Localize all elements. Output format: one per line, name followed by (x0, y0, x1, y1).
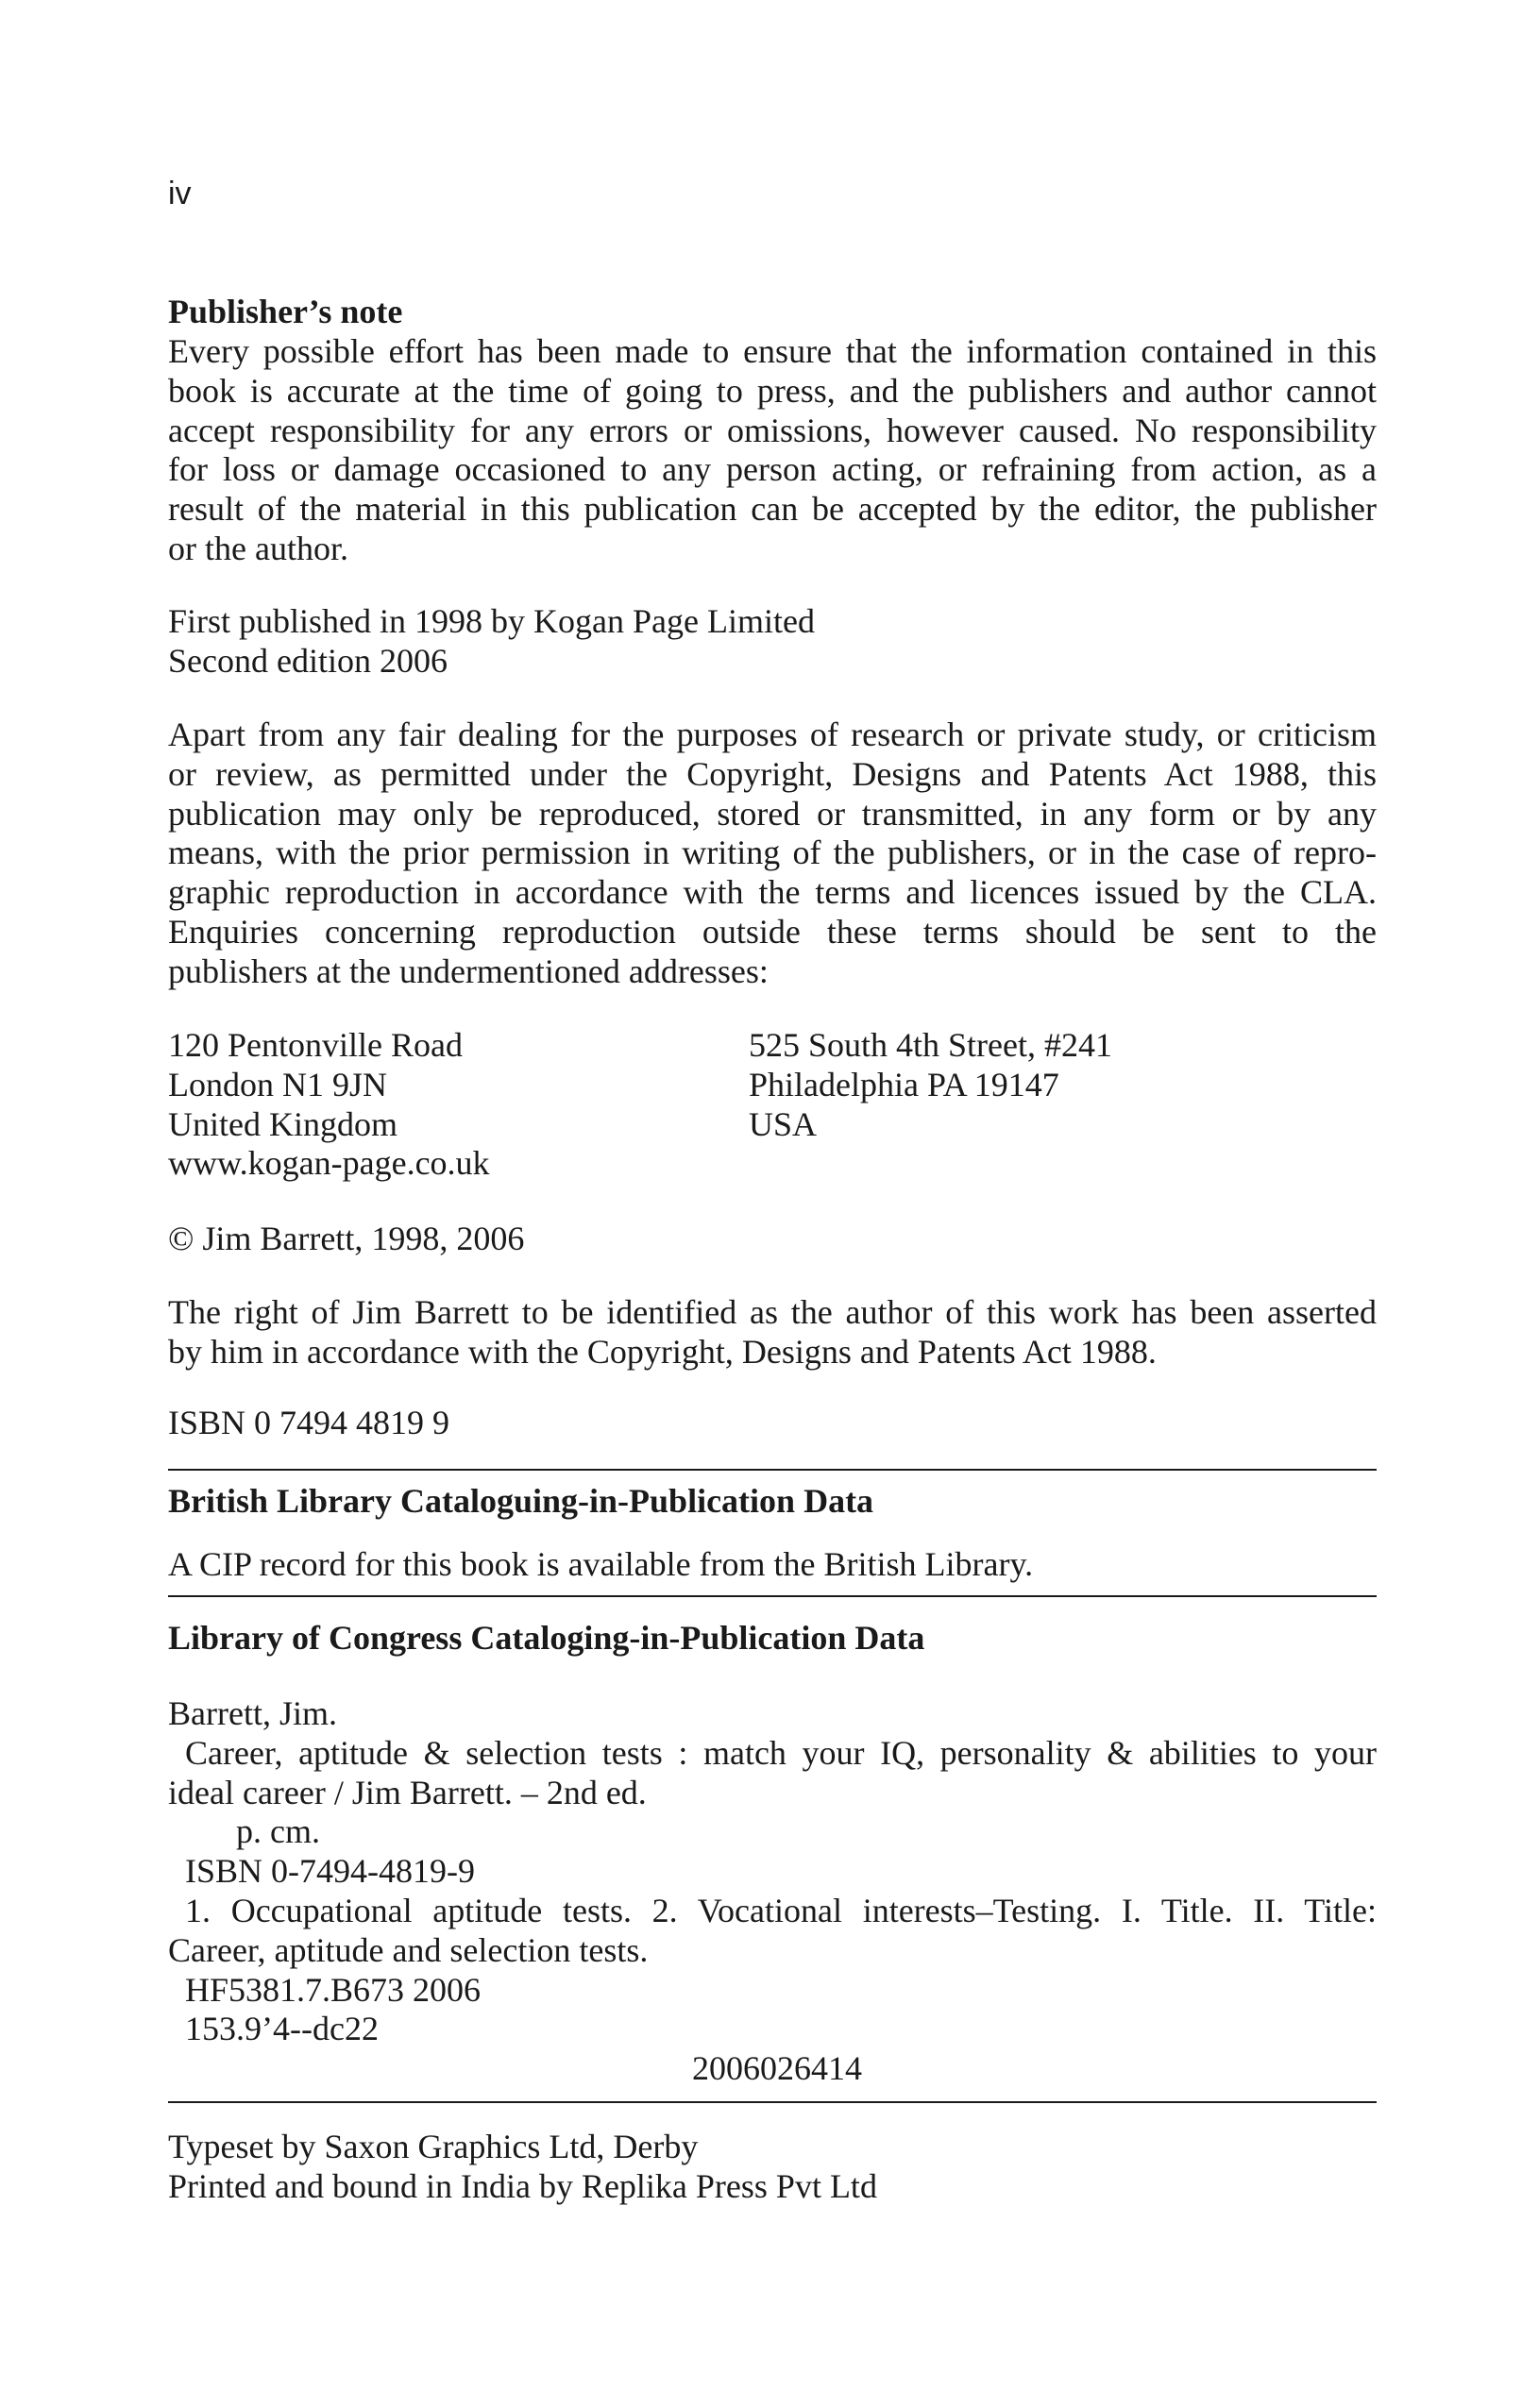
typeset-credit: Typeset by Saxon Graphics Ltd, Derby (168, 2128, 699, 2165)
british-library-heading: British Library Cataloguing-in-Publication Data (168, 1482, 874, 1520)
loc-dewey: 153.9’4--dc22 (185, 2010, 379, 2048)
loc-subjects-line: Career, aptitude and selection tests. (168, 1930, 649, 1969)
loc-author: Barrett, Jim. (168, 1694, 337, 1732)
loc-isbn: ISBN 0-7494-4819-9 (185, 1852, 475, 1891)
page-number: iv (168, 176, 192, 211)
publishers-note-line: or the author. (168, 529, 348, 567)
moral-rights (168, 1293, 1377, 1372)
rights-line: publishers at the undermentioned addresses: (168, 951, 769, 990)
address-line: Philadelphia PA 19147 (749, 1065, 1059, 1103)
publishers-note-line: accept responsibility for any errors or omissions, however caused. No responsibility (168, 411, 1377, 449)
colophon (168, 2128, 1377, 2207)
publishers-note-heading: Publisher’s note (168, 293, 403, 330)
printer-credit: Printed and bound in India by Replika Press Pvt Ltd (168, 2166, 877, 2205)
divider (168, 1595, 1377, 1597)
british-library-text: A CIP record for this book is available from the British Library. (168, 1545, 1034, 1583)
address-line: 120 Pentonville Road (168, 1026, 463, 1064)
copyright-notice: © Jim Barrett, 1998, 2006 (168, 1220, 525, 1257)
rights-paragraph (168, 716, 1377, 992)
loc-record (168, 1694, 1377, 2049)
moral-rights-line: The right of Jim Barrett to be identified as the author of this work has been asserted (168, 1293, 1377, 1331)
address-line: London N1 9JN (168, 1065, 387, 1103)
rights-line: or review, as permitted under the Copyright, Designs and Patents Act 1988, this (168, 754, 1377, 793)
moral-rights-line: by him in accordance with the Copyright, Designs and Patents Act 1988. (168, 1332, 1157, 1371)
rights-line: Enquiries concerning reproduction outside these terms should be sent to the (168, 912, 1377, 951)
first-published: First published in 1998 by Kogan Page Limited (168, 602, 815, 640)
publishers-note-body (168, 332, 1377, 569)
rights-line: means, with the prior permission in writing of the publishers, or in the case of repro- (168, 834, 1377, 872)
publishers-note-line: result of the material in this publication can be accepted by the editor, the publisher (168, 490, 1377, 529)
loc-lccn: 2006026414 (692, 2049, 862, 2087)
divider (168, 1469, 1377, 1471)
address-line: USA (749, 1104, 818, 1143)
publishers-note-line: Every possible effort has been made to ensure that the information contained in this (168, 332, 1377, 370)
address-line: United Kingdom (168, 1104, 397, 1143)
divider (168, 2101, 1377, 2103)
address-us (749, 1026, 1112, 1144)
loc-title-line: ideal career / Jim Barrett. – 2nd ed. (168, 1773, 647, 1811)
loc-heading: Library of Congress Cataloging-in-Publication Data (168, 1619, 925, 1657)
rights-line: publication may only be reproduced, stored or transmitted, in any form or by any (168, 794, 1377, 833)
loc-subjects-line: 1. Occupational aptitude tests. 2. Vocational interests–Testing. I. Title. II. Title: (185, 1891, 1377, 1929)
publishers-note-line: book is accurate at the time of going to press, and the publishers and author cannot (168, 371, 1377, 410)
publishers-note-line: for loss or damage occasioned to any person acting, or refraining from action, as a (168, 450, 1377, 489)
publication-info (168, 602, 1377, 682)
edition: Second edition 2006 (168, 641, 448, 680)
isbn: ISBN 0 7494 4819 9 (168, 1404, 450, 1441)
rights-line: Apart from any fair dealing for the purposes of research or private study, or criticism (168, 716, 1377, 753)
loc-pages: p. cm. (236, 1812, 320, 1851)
loc-title-line: Career, aptitude & selection tests : match your IQ, personality & abilities to your (185, 1733, 1377, 1772)
website-link[interactable]: www.kogan-page.co.uk (168, 1144, 490, 1183)
address-line: 525 South 4th Street, #241 (749, 1026, 1112, 1064)
rights-line: graphic reproduction in accordance with the terms and licences issued by the CLA. (168, 873, 1377, 912)
loc-lc-class: HF5381.7.B673 2006 (185, 1970, 482, 2009)
